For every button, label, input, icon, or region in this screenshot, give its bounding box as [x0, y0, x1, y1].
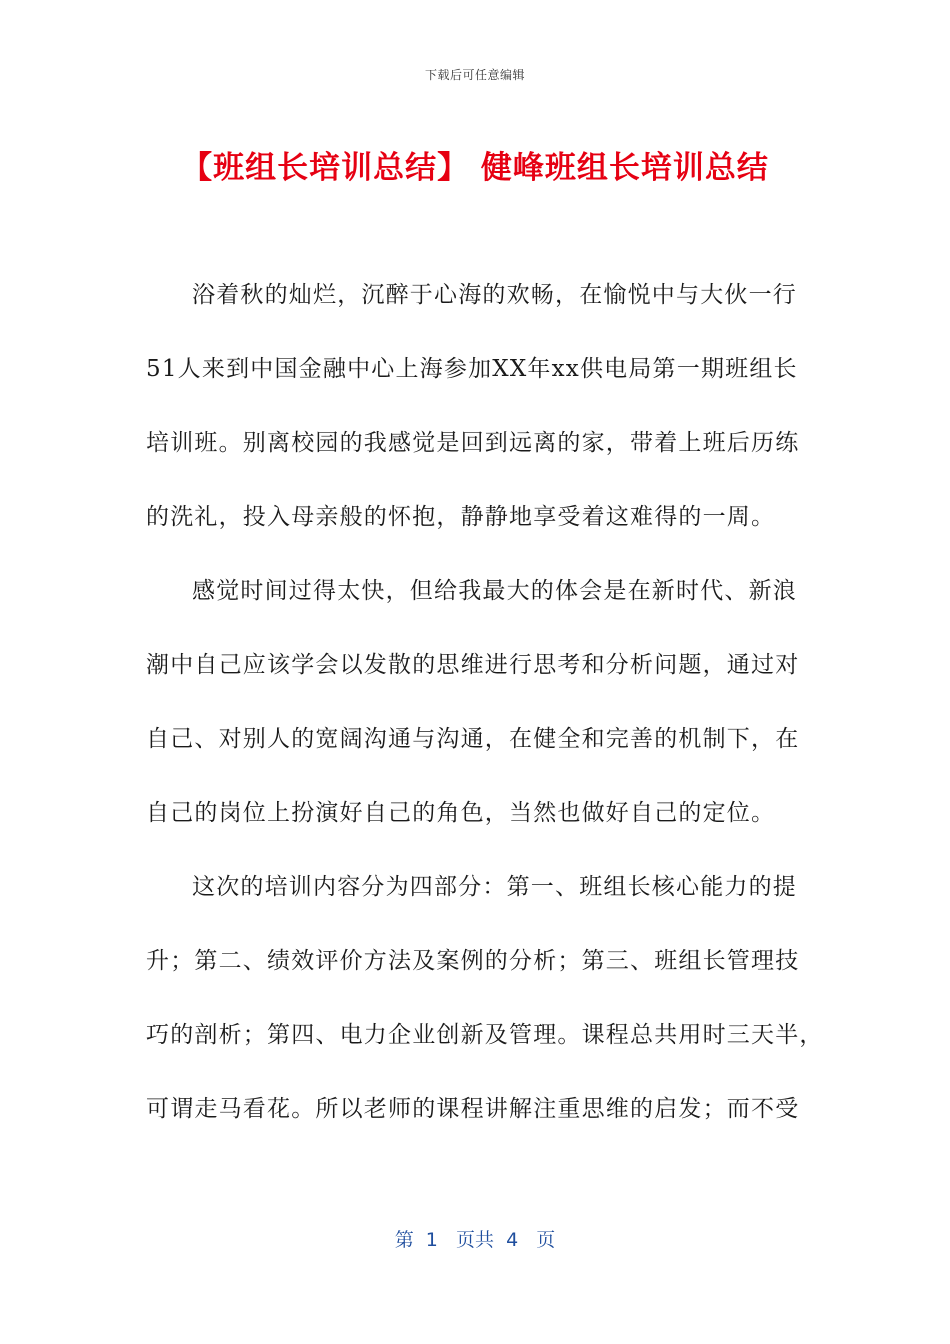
paragraph-1-line-4: 的洗礼，投入母亲般的怀抱，静静地享受着这难得的一周。: [146, 504, 776, 530]
paragraph-3-line-1: 这次的培训内容分为四部分：第一、班组长核心能力的提: [192, 874, 797, 900]
paragraph-2-line-1: 感觉时间过得太快，但给我最大的体会是在新时代、新浪: [192, 578, 797, 604]
paragraph-1-line-2: 51人来到中国金融中心上海参加XX年xx供电局第一期班组长: [146, 356, 798, 382]
paragraph-2-line-3: 自己、对别人的宽阔沟通与沟通，在健全和完善的机制下，在: [146, 726, 800, 752]
paragraph-1-line-1: 浴着秋的灿烂，沉醉于心海的欢畅，在愉悦中与大伙一行: [192, 282, 797, 308]
paragraph-2-line-2: 潮中自己应该学会以发散的思维进行思考和分析问题，通过对: [146, 652, 800, 678]
paragraph-3-line-4: 可谓走马看花。所以老师的课程讲解注重思维的启发；而不受: [146, 1096, 800, 1122]
paragraph-3-line-3: 巧的剖析；第四、电力企业创新及管理。课程总共用时三天半，: [146, 1022, 824, 1048]
header-note: 下载后可任意编辑: [424, 68, 525, 82]
paragraph-3-line-2: 升；第二、绩效评价方法及案例的分析；第三、班组长管理技: [146, 948, 800, 974]
paragraph-1-line-3: 培训班。别离校园的我感觉是回到远离的家，带着上班后历练: [146, 430, 800, 456]
page-footer: 第 1 页共 4 页: [394, 1229, 556, 1251]
body-text: [146, 258, 824, 1146]
paragraph-2-line-4: 自己的岗位上扮演好自己的角色，当然也做好自己的定位。: [146, 800, 776, 826]
document-title: 【班组长培训总结】 健峰班组长培训总结: [181, 150, 769, 186]
